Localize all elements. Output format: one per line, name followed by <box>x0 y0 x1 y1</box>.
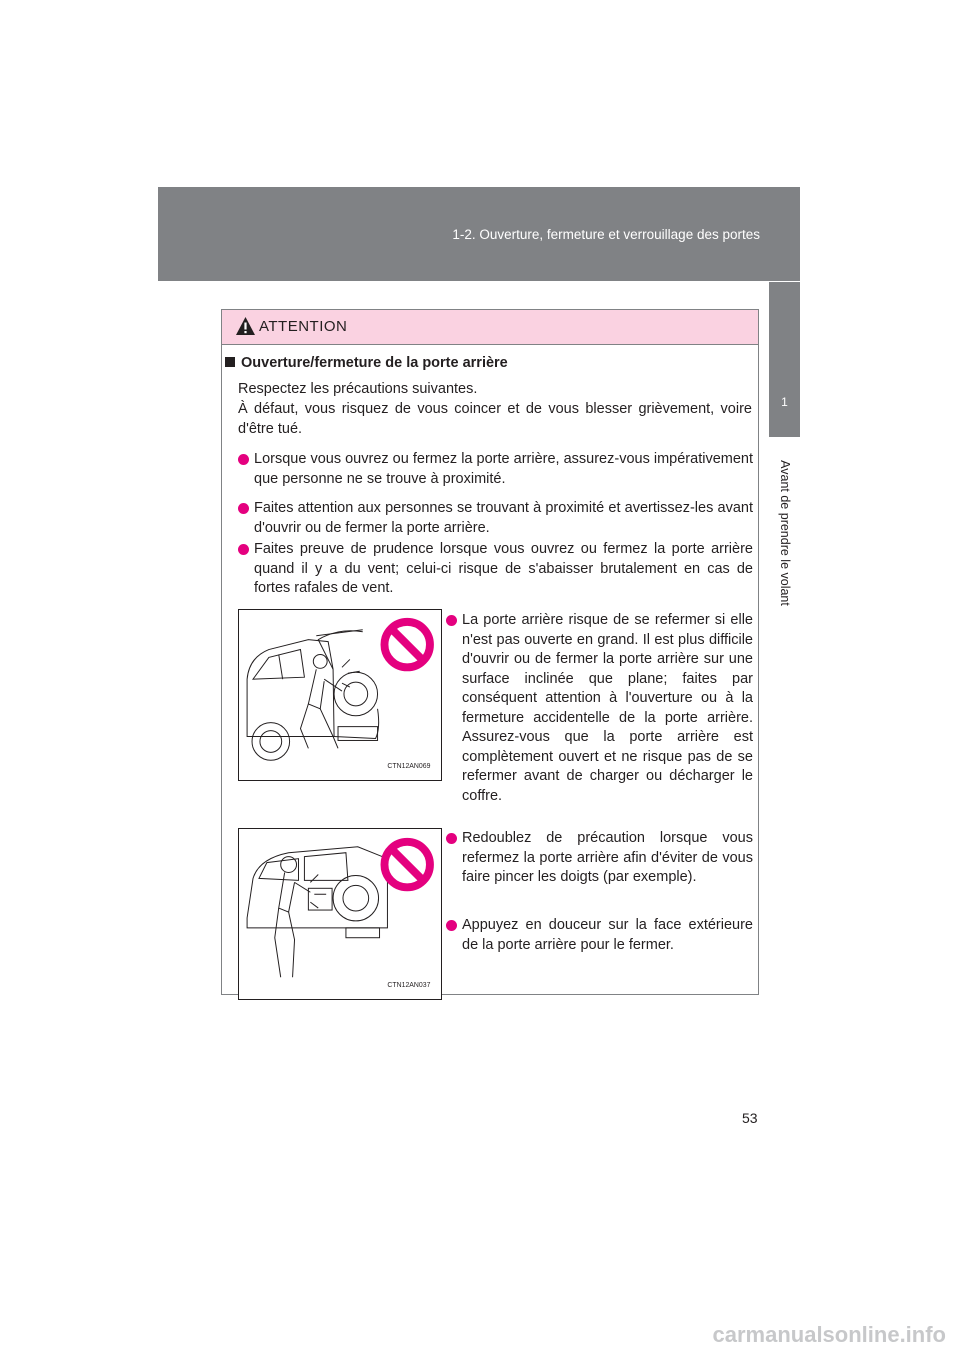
image-code: CTN12AN069 <box>387 763 431 771</box>
section-heading-text: Ouverture/fermeture de la porte arrière <box>241 355 508 371</box>
illustration-open-tailgate <box>238 609 442 781</box>
attention-box <box>221 309 759 995</box>
warning-triangle-icon <box>235 316 256 336</box>
section-heading <box>225 355 508 371</box>
bullet-item <box>446 611 753 806</box>
bullet-text: Faites attention aux personnes se trouvant à proximité et avertissez-les avant d'ouvrir ou de fermer la porte arrière. <box>254 500 753 536</box>
illustration-closing-tailgate <box>238 828 442 1000</box>
attention-title: ATTENTION <box>259 318 348 335</box>
bullet-text: Faites preuve de prudence lorsque vous ouvrez ou fermez la porte arrière quand il y a du vent; celui-ci risque de s'abaisser brutalement en cas de fortes rafales de vent. <box>254 541 753 596</box>
image-code: CTN12AN037 <box>387 982 431 990</box>
watermark: carmanualsonline.info <box>712 1322 946 1347</box>
bullet-dot-icon <box>446 920 457 931</box>
attention-content <box>222 344 758 994</box>
car-fingers-pinched-illustration <box>239 829 441 999</box>
bullet-text: Redoublez de précaution lorsque vous refermez la porte arrière afin d'éviter de vous faire pincer les doigts (par exemple). <box>462 830 753 885</box>
bullet-dot-icon <box>238 454 249 465</box>
attention-header <box>222 310 758 345</box>
chapter-label-text: Avant de prendre le volant <box>778 459 792 606</box>
bullet-text: La porte arrière risque de se refermer si elle n'est pas ouverte en grand. Il est plus difficile d'ouvrir ou de fermer la porte arrière sur une surface inclinée que plane; faites par conséquent attention à l'ouverture ou à la fermeture accidentelle de la porte arrière. Assurez-vous que la porte arrière est complètement ouvert et ne risque pas de se refermer avant de charger ou décharger le coffre. <box>462 612 753 804</box>
intro-line-1: Respectez les précautions suivantes. <box>238 381 478 397</box>
bullet-text: Lorsque vous ouvrez ou fermez la porte arrière, assurez-vous impérativement que personne ne se trouve à proximité. <box>254 451 753 487</box>
chapter-title: 1-2. Ouverture, fermeture et verrouillage des portes <box>452 227 760 242</box>
bullet-dot-icon <box>446 833 457 844</box>
bullet-dot-icon <box>238 544 249 555</box>
bullet-item <box>238 540 753 599</box>
square-bullet-icon <box>225 357 235 367</box>
bullet-text: Appuyez en douceur sur la face extérieure de la porte arrière pour le fermer. <box>462 917 753 953</box>
bullet-item <box>238 450 753 489</box>
bullet-item <box>238 499 753 538</box>
chapter-header-bar <box>158 187 800 281</box>
chapter-side-tab <box>769 282 800 437</box>
bullet-dot-icon <box>446 615 457 626</box>
chapter-side-label <box>774 445 796 620</box>
page-number: 53 <box>742 1110 758 1126</box>
intro-line-2: À défaut, vous risquez de vous coincer et de vous blesser grièvement, voire d'être tué. <box>238 401 752 437</box>
car-tailgate-person-illustration <box>239 610 441 780</box>
chapter-number: 1 <box>781 395 788 409</box>
bullet-dot-icon <box>238 503 249 514</box>
bullet-item <box>446 829 753 888</box>
bullet-item <box>446 916 753 955</box>
